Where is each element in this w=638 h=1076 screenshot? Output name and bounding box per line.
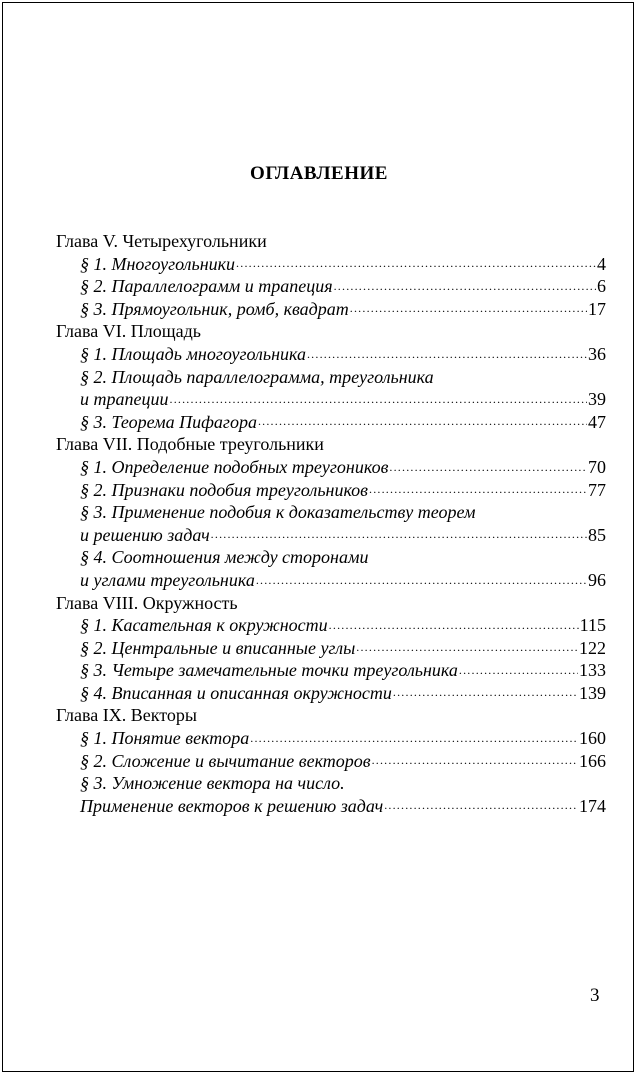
dot-leader: [393, 686, 578, 700]
entry-title: § 2. Параллелограмм и трапеция: [80, 276, 333, 297]
page-number: 3: [590, 985, 600, 1006]
entry-title: § 2. Центральные и вписанные углы: [80, 637, 356, 658]
toc-entry[interactable]: [56, 479, 606, 502]
chapter-label: Глава VIII. Окружность: [56, 592, 238, 613]
chapter-label: Глава IX. Векторы: [56, 705, 197, 726]
entry-page-number: 85: [588, 524, 606, 545]
entry-page-number: 70: [588, 456, 606, 477]
dot-leader: [258, 415, 587, 429]
toc-entry[interactable]: [56, 637, 606, 660]
toc-entry[interactable]: [56, 659, 606, 682]
toc-entry[interactable]: [56, 411, 606, 434]
chapter-heading[interactable]: [56, 320, 606, 343]
entry-title: § 4. Вписанная и описанная окружности: [80, 682, 392, 703]
entry-page-number: 77: [588, 479, 606, 500]
dot-leader: [389, 461, 587, 475]
toc-entry[interactable]: [56, 524, 606, 547]
dot-leader: [372, 754, 578, 768]
chapter-heading[interactable]: [56, 433, 606, 456]
toc-entry[interactable]: [56, 750, 606, 773]
entry-title: § 1. Площадь многоугольника: [80, 343, 306, 364]
entry-title-continued: и решению задач: [80, 524, 210, 545]
page-title: ОГЛАВЛЕНИЕ: [250, 163, 388, 184]
entry-title: § 3. Теорема Пифагора: [80, 411, 257, 432]
entry-title-continued: и трапеции: [80, 389, 169, 410]
toc-entry[interactable]: [56, 388, 606, 411]
entry-title: § 2. Сложение и вычитание векторов: [80, 750, 371, 771]
entry-title: § 3. Прямоугольник, ромб, квадрат: [80, 298, 349, 319]
chapter-label: Глава VI. Площадь: [56, 321, 201, 342]
entry-page-number: 96: [588, 569, 606, 590]
toc-entry-line[interactable]: [56, 772, 606, 795]
toc-entry[interactable]: [56, 569, 606, 592]
dot-leader: [384, 799, 578, 813]
table-of-contents: [56, 230, 606, 817]
toc-entry-line[interactable]: [56, 366, 606, 389]
dot-leader: [250, 732, 578, 746]
entry-title: § 1. Понятие вектора: [80, 728, 250, 749]
entry-page-number: 160: [579, 728, 606, 749]
entry-page-number: 166: [579, 750, 606, 771]
entry-title: § 3. Применение подобия к доказательству теорем: [80, 502, 476, 523]
dot-leader: [334, 280, 596, 294]
entry-title: § 3. Четыре замечательные точки треугольника: [80, 660, 458, 681]
dot-leader: [329, 619, 579, 633]
entry-title: § 2. Признаки подобия треугольников: [80, 479, 368, 500]
dot-leader: [211, 528, 587, 542]
toc-entry[interactable]: [56, 614, 606, 637]
entry-title: § 1. Касательная к окружности: [80, 615, 328, 636]
chapter-heading[interactable]: [56, 592, 606, 615]
dot-leader: [356, 641, 578, 655]
toc-entry[interactable]: [56, 456, 606, 479]
dot-leader: [236, 257, 596, 271]
toc-entry[interactable]: [56, 727, 606, 750]
dot-leader: [256, 574, 587, 588]
dot-leader: [459, 664, 578, 678]
entry-page-number: 39: [588, 389, 606, 410]
entry-title: § 4. Соотношения между сторонами: [80, 547, 369, 568]
chapter-label: Глава V. Четырехугольники: [56, 231, 267, 251]
entry-title: § 2. Площадь параллелограмма, треугольника: [80, 366, 434, 387]
toc-entry-line[interactable]: [56, 501, 606, 524]
chapter-label: Глава VII. Подобные треугольники: [56, 434, 324, 455]
entry-page-number: 115: [579, 615, 606, 636]
toc-entry[interactable]: [56, 275, 606, 298]
entry-page-number: 174: [579, 795, 606, 816]
toc-entry[interactable]: [56, 298, 606, 321]
dot-leader: [350, 302, 587, 316]
entry-title: § 3. Умножение вектора на число.: [80, 773, 345, 794]
toc-entry[interactable]: [56, 795, 606, 818]
toc-entry[interactable]: [56, 253, 606, 276]
entry-title: § 1. Определение подобных треугоников: [80, 456, 389, 477]
entry-page-number: 47: [588, 411, 606, 432]
dot-leader: [170, 393, 588, 407]
entry-title: § 1. Многоугольники: [80, 253, 236, 274]
dot-leader: [369, 483, 587, 497]
toc-entry[interactable]: [56, 682, 606, 705]
chapter-heading[interactable]: [56, 704, 606, 727]
entry-page-number: 6: [597, 276, 606, 297]
toc-entry[interactable]: [56, 343, 606, 366]
entry-page-number: 133: [579, 660, 606, 681]
entry-page-number: 122: [579, 637, 606, 658]
entry-title-continued: и углами треугольника: [80, 569, 255, 590]
chapter-heading[interactable]: [56, 230, 606, 253]
entry-page-number: 4: [597, 253, 606, 274]
entry-page-number: 139: [579, 682, 606, 703]
entry-title-continued: Применение векторов к решению задач: [80, 795, 384, 816]
dot-leader: [307, 348, 587, 362]
entry-page-number: 17: [588, 298, 606, 319]
entry-page-number: 36: [588, 343, 606, 364]
toc-entry-line[interactable]: [56, 546, 606, 569]
